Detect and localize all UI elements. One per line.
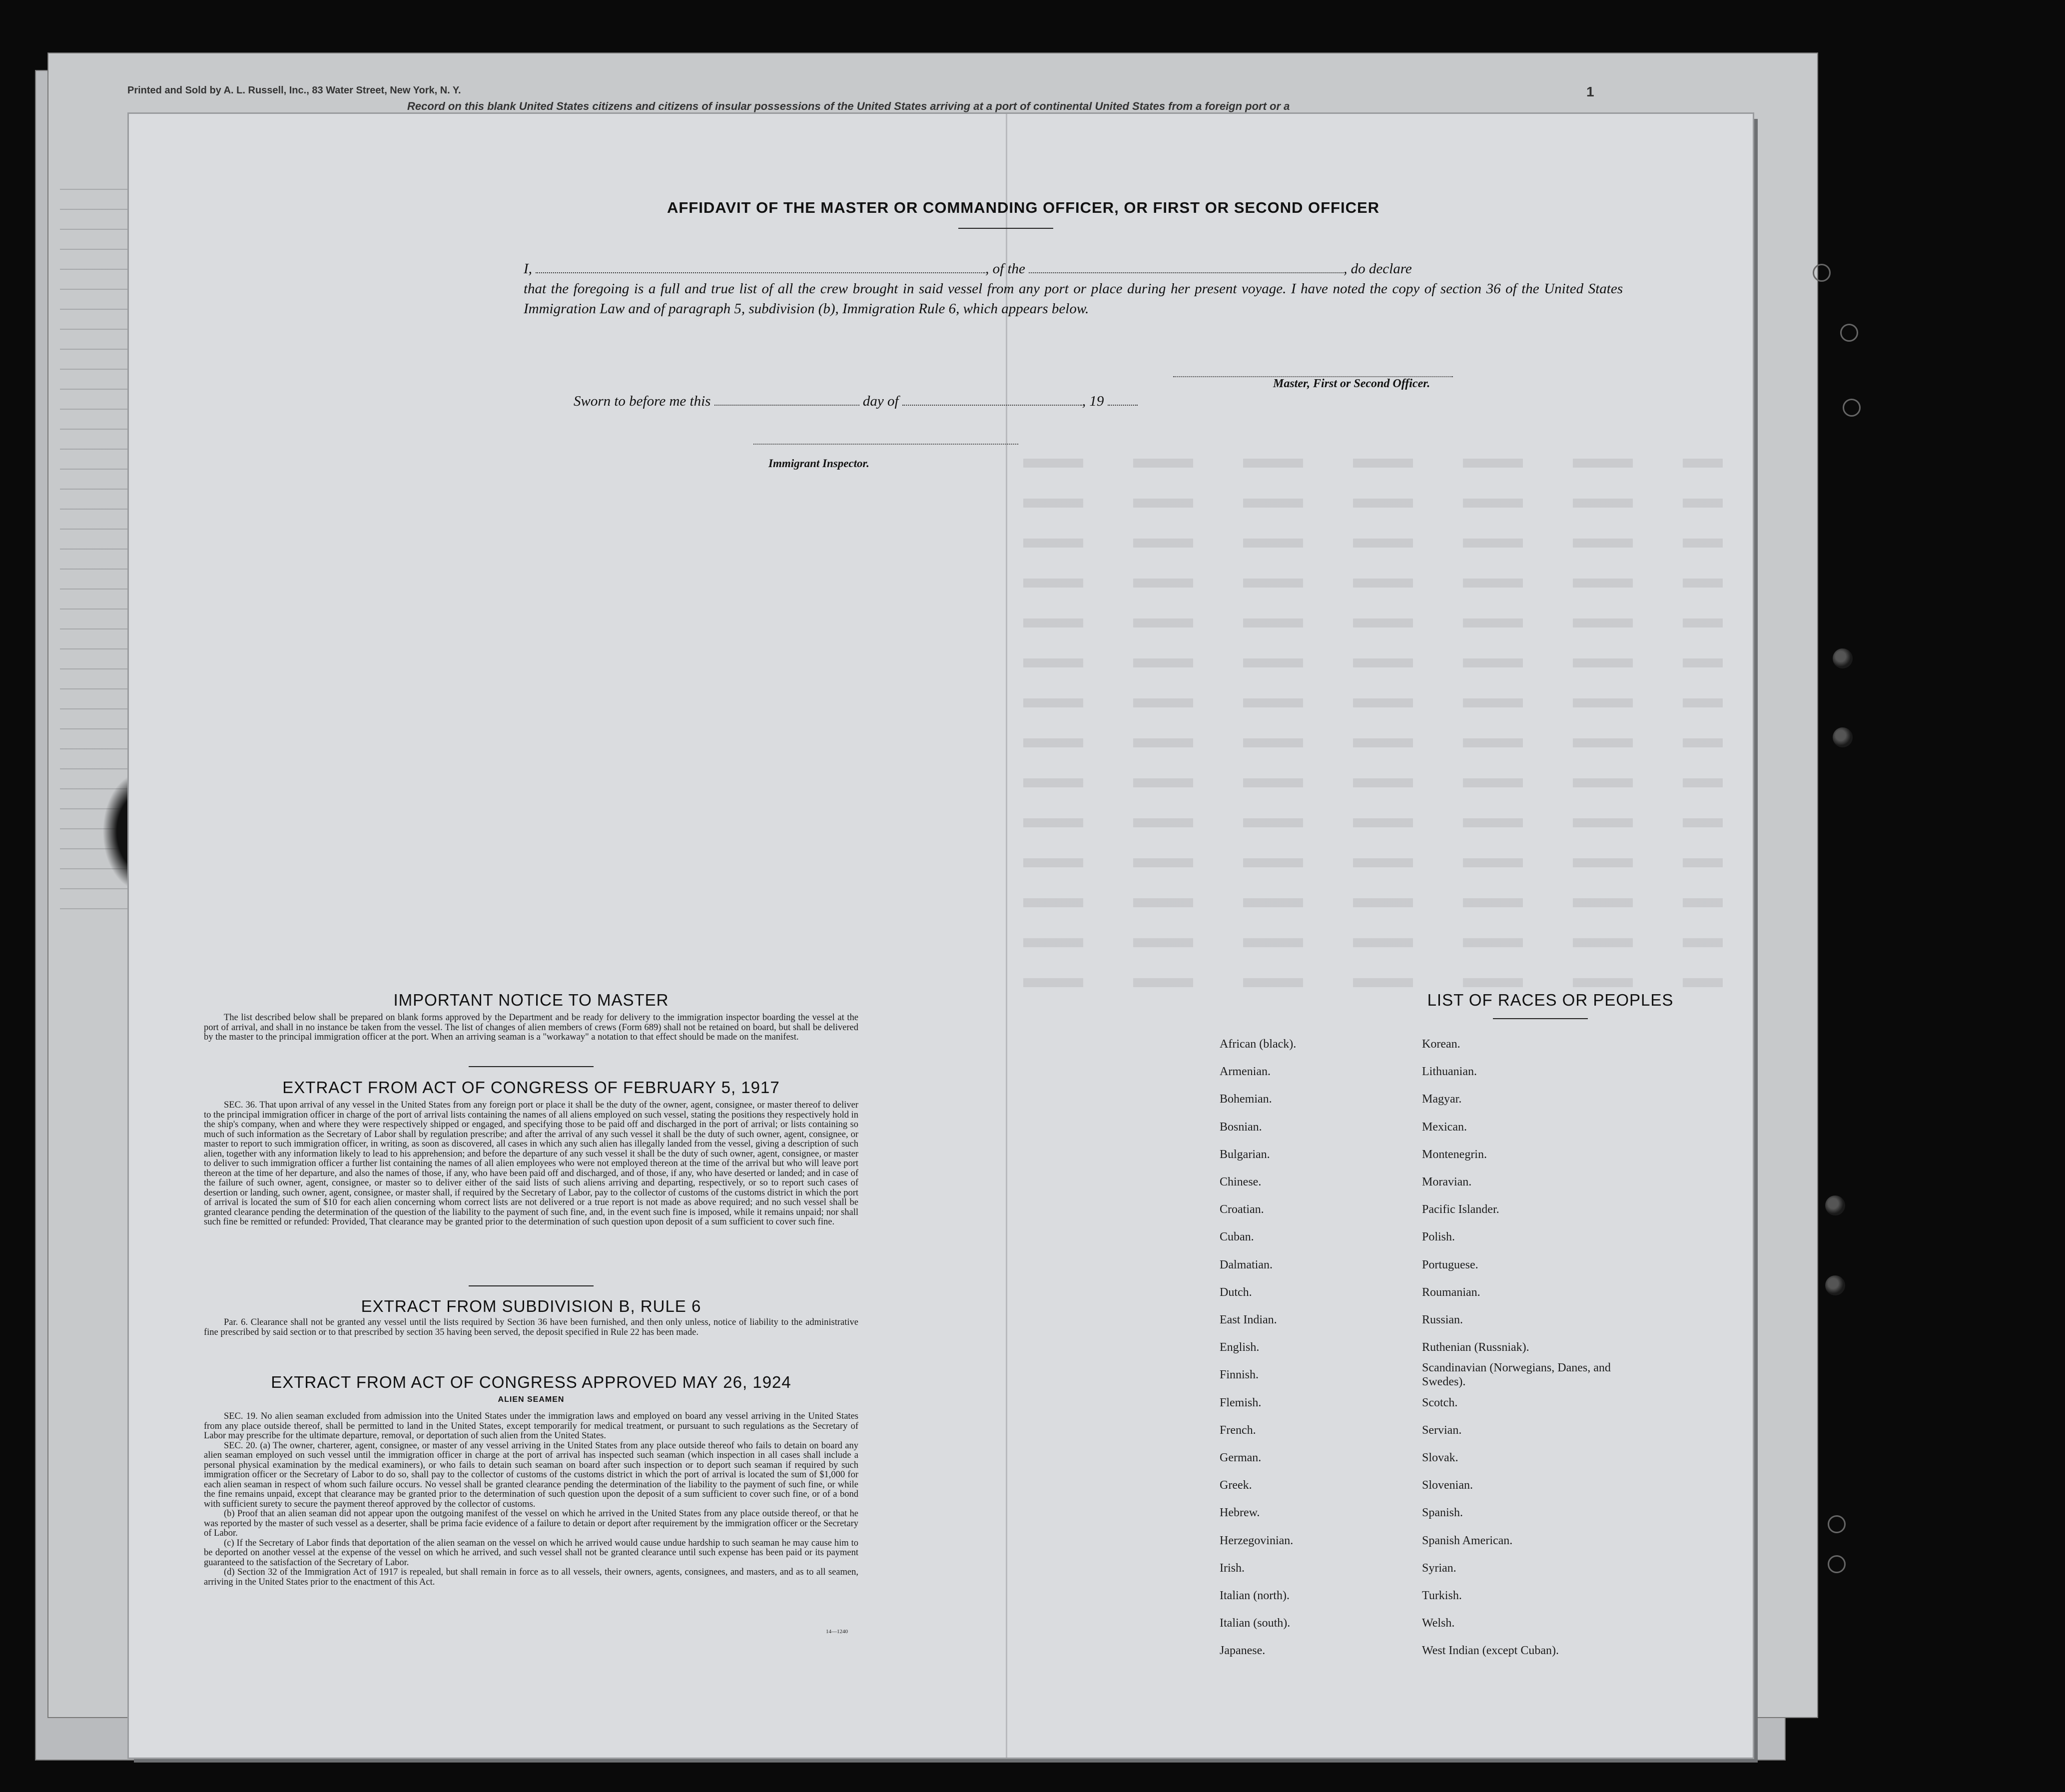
race-item: German. bbox=[1220, 1451, 1262, 1465]
extract-1917-text bbox=[204, 1101, 858, 1227]
extract-rule6-title: EXTRACT FROM SUBDIVISION B, RULE 6 bbox=[361, 1297, 701, 1315]
race-item: Bohemian. bbox=[1220, 1093, 1272, 1106]
extract-1924-title: EXTRACT FROM ACT OF CONGRESS APPROVED MAY 26, 1924 bbox=[271, 1373, 791, 1391]
punch-hole bbox=[1825, 1275, 1845, 1295]
printer-strip bbox=[127, 84, 1626, 112]
race-item: Servian. bbox=[1422, 1423, 1462, 1437]
race-item: West Indian (except Cuban). bbox=[1422, 1644, 1559, 1658]
race-item: Dalmatian. bbox=[1220, 1258, 1273, 1271]
race-item: Pacific Islander. bbox=[1422, 1203, 1499, 1216]
bleed-row bbox=[1023, 898, 1723, 907]
year-blank[interactable] bbox=[1108, 394, 1138, 406]
day-of-label: day of bbox=[862, 393, 899, 409]
vessel-blank[interactable] bbox=[1029, 261, 1344, 273]
race-item: Scotch. bbox=[1422, 1396, 1458, 1409]
of-the-label: , of the bbox=[985, 261, 1025, 277]
section-20d-paragraph: (d) Section 32 of the Immigration Act of 1917 is repealed, but shall remain in force as to all vessels, their owners, agents, consignees, and masters, and as to all seamen, arriving in the United States prior to the enactment of this Act. bbox=[204, 1567, 858, 1587]
race-item: African (black). bbox=[1220, 1038, 1297, 1051]
race-item: Korean. bbox=[1422, 1038, 1460, 1051]
sworn-line bbox=[574, 391, 1223, 411]
notice-text bbox=[204, 1013, 858, 1043]
affidavit-declaration bbox=[524, 259, 1623, 279]
race-item: Spanish American. bbox=[1422, 1534, 1513, 1547]
extract-1924-text bbox=[204, 1412, 858, 1587]
title-rule bbox=[958, 228, 1053, 229]
race-item: Syrian. bbox=[1422, 1561, 1456, 1575]
race-item: East Indian. bbox=[1220, 1313, 1277, 1327]
bleed-row bbox=[1023, 459, 1723, 468]
race-item: Greek. bbox=[1220, 1479, 1252, 1492]
bleed-row bbox=[1023, 499, 1723, 508]
race-item: Hebrew. bbox=[1220, 1506, 1260, 1520]
race-item: Scandinavian (Norwegians, Danes, and Swedes). bbox=[1422, 1361, 1611, 1389]
notice-title: IMPORTANT NOTICE TO MASTER bbox=[393, 991, 669, 1009]
race-item: Flemish. bbox=[1220, 1396, 1262, 1409]
extract-1917-title: EXTRACT FROM ACT OF CONGRESS OF FEBRUARY 5, 1917 bbox=[282, 1078, 780, 1097]
bleed-row bbox=[1023, 579, 1723, 588]
race-item: Bulgarian. bbox=[1220, 1148, 1270, 1161]
race-item: Finnish. bbox=[1220, 1368, 1259, 1382]
alien-seamen-subtitle: ALIEN SEAMEN bbox=[498, 1395, 565, 1404]
race-item: Slovenian. bbox=[1422, 1479, 1473, 1492]
race-item: Montenegrin. bbox=[1422, 1148, 1487, 1161]
races-title: LIST OF RACES OR PEOPLES bbox=[1427, 991, 1674, 1009]
printer-imprint: Printed and Sold by A. L. Russell, Inc., 83 Water Street, New York, N. Y. bbox=[127, 85, 461, 96]
bleed-row bbox=[1023, 818, 1723, 827]
race-item: Spanish. bbox=[1422, 1506, 1463, 1520]
affidavit-title: AFFIDAVIT OF THE MASTER OR COMMANDING OFFICER, OR FIRST OR SECOND OFFICER bbox=[667, 199, 1380, 216]
races-left-column bbox=[1220, 1031, 1409, 1665]
section-rule bbox=[469, 1066, 594, 1067]
race-item: Irish. bbox=[1220, 1561, 1245, 1575]
race-item: Cuban. bbox=[1220, 1230, 1254, 1244]
race-item: Polish. bbox=[1422, 1230, 1455, 1244]
year-prefix: , 19 bbox=[1082, 393, 1104, 409]
officer-label: Master, First or Second Officer. bbox=[1273, 377, 1430, 390]
race-item: Portuguese. bbox=[1422, 1258, 1478, 1271]
section-36-paragraph: SEC. 36. That upon arrival of any vessel in the United States from any foreign port or place it shall be the duty of the owner, agent, consignee, or master thereof to deliver to the principal immigration officer in charge of the port of arrival lists containing the names of all aliens employed on such vessel, stating the positions they respectively hold in the ship's company, when and where they were respectively shipped or engaged, and specifying those to be paid off and discharged in the port of arrival; or lists containing so much of such information as the Secretary of Labor shall by regulation prescribe; and after the arrival of any such vessel it shall be the duty of such owner, agent, consignee, or master to report to such immigration officer, in writing, as soon as discovered, all cases in which any such alien has illegally landed from the vessel, giving a description of such alien, together with any information likely to lead to his apprehension; and before the departure of any such vessel it shall be the duty of such owner, agent, consignee, or master to deliver to such immigration officer a further list containing the names of all alien employees who were not employed thereon at the time of the arrival but who will leave port thereon at the time of her departure, and also the names of those, if any, who have been paid off and discharged, and of those, if any, who have deserted or landed; and in case of the failure of such owner, agent, consignee, or master so to deliver either of the said lists of such aliens arriving and departing, respectively, or so to report such cases of desertion or landing, such owner, agent, consignee, or master shall, if required by the Secretary of Labor, pay to the collector of customs of the customs district in which the port of arrival is located the sum of $10 for each alien concerning whom correct lists are not delivered or a true report is not made as above required; and no such vessel shall be granted clearance pending the determination of the question of the liability to the payment of such fine, and, in the event such fine is imposed, while it remains unpaid; nor shall such fine be remitted or refunded: Provided, That clearance may be granted prior to the determination of such question upon deposit of a sum sufficient to cover such fine. bbox=[204, 1100, 858, 1227]
bleed-row bbox=[1023, 658, 1723, 667]
race-item: Moravian. bbox=[1422, 1176, 1472, 1189]
extract-rule6-text bbox=[204, 1318, 858, 1337]
race-item: Magyar. bbox=[1422, 1093, 1462, 1106]
bleed-row bbox=[1023, 698, 1723, 707]
sworn-prefix: Sworn to before me this bbox=[574, 393, 711, 409]
manifest-header-line: Record on this blank United States citizens and citizens of insular possessions of the United States arriving at a port of continental United States from a foreign port or a bbox=[407, 100, 1290, 112]
race-item: Mexican. bbox=[1422, 1120, 1467, 1134]
section-20a-paragraph: SEC. 20. (a) The owner, charterer, agent, consignee, or master of any vessel arriving in the United States from any place outside thereof who fails to detain on board any alien seaman employed on such vessel until the immigration officer in charge at the port of arrival has inspected such seaman (which inspection in all cases shall include a personal physical examination by the medical examiners), or who fails to detain such seaman on board after such inspection or to deport such seaman if required by such immigration officer or the Secretary of Labor to do so, shall pay to the collector of customs of the customs district in which the port of arrival is located the sum of $1,000 for each alien seaman in respect of whom such failure occurs. No vessel shall be granted clearance pending the determination of the liability to the payment of such fine, or while the fine remains unpaid, except that clearance may be granted prior to the determination of such question upon the deposit of a sum sufficient to cover such fine, or of a bond with sufficient surety to secure the payment thereof approved by the collector of customs. bbox=[204, 1440, 858, 1509]
bleed-row bbox=[1023, 978, 1723, 987]
bleed-row bbox=[1023, 618, 1723, 627]
race-item: Welsh. bbox=[1422, 1617, 1455, 1630]
section-20b-paragraph: (b) Proof that an alien seaman did not appear upon the outgoing manifest of the vessel on which he arrived in the United States from any place outside thereof, or that he was reported by the master of such vessel as a deserter, shall be prima facie evidence of a failure to detain or deport after requirement by the immigration officer or the Secretary of Labor. bbox=[204, 1509, 858, 1538]
form-code: 14—1240 bbox=[826, 1629, 848, 1635]
race-item: Ruthenian (Russniak). bbox=[1422, 1341, 1529, 1354]
punch-hole bbox=[1833, 648, 1853, 668]
race-item: Italian (south). bbox=[1220, 1617, 1291, 1630]
punch-hole bbox=[1843, 399, 1861, 417]
race-item: Herzegovinian. bbox=[1220, 1534, 1294, 1547]
race-item: French. bbox=[1220, 1423, 1256, 1437]
affidavit-statement: that the foregoing is a full and true list of all the crew brought in said vessel from any port or place during her present voyage. I have noted the copy of section 36 of the United States Immigration Law and of paragraph 5, subdivision (b), Immigration Rule 6, which appears below. bbox=[524, 281, 1623, 317]
section-rule bbox=[469, 1285, 594, 1286]
punch-hole bbox=[1813, 264, 1831, 282]
do-declare-label: , do declare bbox=[1344, 261, 1412, 277]
race-item: Slovak. bbox=[1422, 1451, 1458, 1465]
punch-hole bbox=[1828, 1515, 1846, 1533]
race-item: Croatian. bbox=[1220, 1203, 1264, 1216]
race-item: Japanese. bbox=[1220, 1644, 1266, 1658]
notice-paragraph: The list described below shall be prepared on blank forms approved by the Department and be ready for delivery to the immigration inspector boarding the vessel at the port of arrival, and shall in no instance be taken from the vessel. The list of changes of alien members of crews (Form 689) shall not be retained on board, but shall be delivered by the master to the principal immigration officer at the port. When an arriving seaman is a "workaway" a notation to that effect should be made on the manifest. bbox=[204, 1013, 858, 1042]
punch-hole bbox=[1840, 324, 1858, 342]
month-blank[interactable] bbox=[902, 394, 1082, 406]
bleed-row bbox=[1023, 938, 1723, 947]
section-20c-paragraph: (c) If the Secretary of Labor finds that deportation of the alien seaman on the vessel on which he arrived would cause undue hardship to such seaman he may cause him to be deported on another vessel at the expense of the vessel on which he arrived, and such vessel shall not be granted clearance until such expense has been paid or its payment guaranteed to the satisfaction of the Secretary of Labor. bbox=[204, 1538, 858, 1568]
races-right-column bbox=[1422, 1031, 1632, 1665]
page-number: 1 bbox=[1586, 84, 1594, 99]
name-blank[interactable] bbox=[536, 261, 985, 273]
punch-hole bbox=[1833, 727, 1853, 747]
day-blank[interactable] bbox=[714, 394, 859, 406]
bleed-row bbox=[1023, 858, 1723, 867]
race-item: Italian (north). bbox=[1220, 1589, 1290, 1603]
section-19-paragraph: SEC. 19. No alien seaman excluded from admission into the United States under the immigration laws and employed on board any vessel arriving in the United States from any place outside thereof, shall be permitted to land in the United States, except temporarily for medical treatment, or pursuant to such regulations as the Secretary of Labor may prescribe for the ultimate departure, removal, or deportation of such alien from the United States. bbox=[204, 1411, 858, 1441]
race-item: Armenian. bbox=[1220, 1065, 1271, 1079]
bleed-row bbox=[1023, 539, 1723, 548]
race-item: Turkish. bbox=[1422, 1589, 1462, 1603]
punch-hole bbox=[1825, 1195, 1845, 1215]
race-item: Chinese. bbox=[1220, 1176, 1262, 1189]
inspector-signature-line[interactable] bbox=[753, 444, 1018, 445]
fold-crease bbox=[1006, 114, 1007, 1758]
race-item: Dutch. bbox=[1220, 1285, 1252, 1299]
race-item: Roumanian. bbox=[1422, 1285, 1480, 1299]
affidavit-page bbox=[129, 114, 1753, 1758]
bleed-row bbox=[1023, 738, 1723, 747]
race-item: Russian. bbox=[1422, 1313, 1463, 1327]
i-label: I, bbox=[524, 261, 532, 277]
bleed-row bbox=[1023, 778, 1723, 787]
punch-hole bbox=[1828, 1555, 1846, 1573]
inspector-label: Immigrant Inspector. bbox=[768, 457, 869, 470]
race-item: English. bbox=[1220, 1341, 1260, 1354]
race-item: Bosnian. bbox=[1220, 1120, 1262, 1134]
races-rule bbox=[1493, 1018, 1588, 1019]
rule6-paragraph: Par. 6. Clearance shall not be granted any vessel until the lists required by Section 36 have been furnished, and then only unless, notice of liability to the administrative fine prescribed by said section or to that prescribed by section 35 having been served, the deposit specified in Rule 22 has been made. bbox=[204, 1317, 858, 1337]
race-item: Lithuanian. bbox=[1422, 1065, 1477, 1079]
